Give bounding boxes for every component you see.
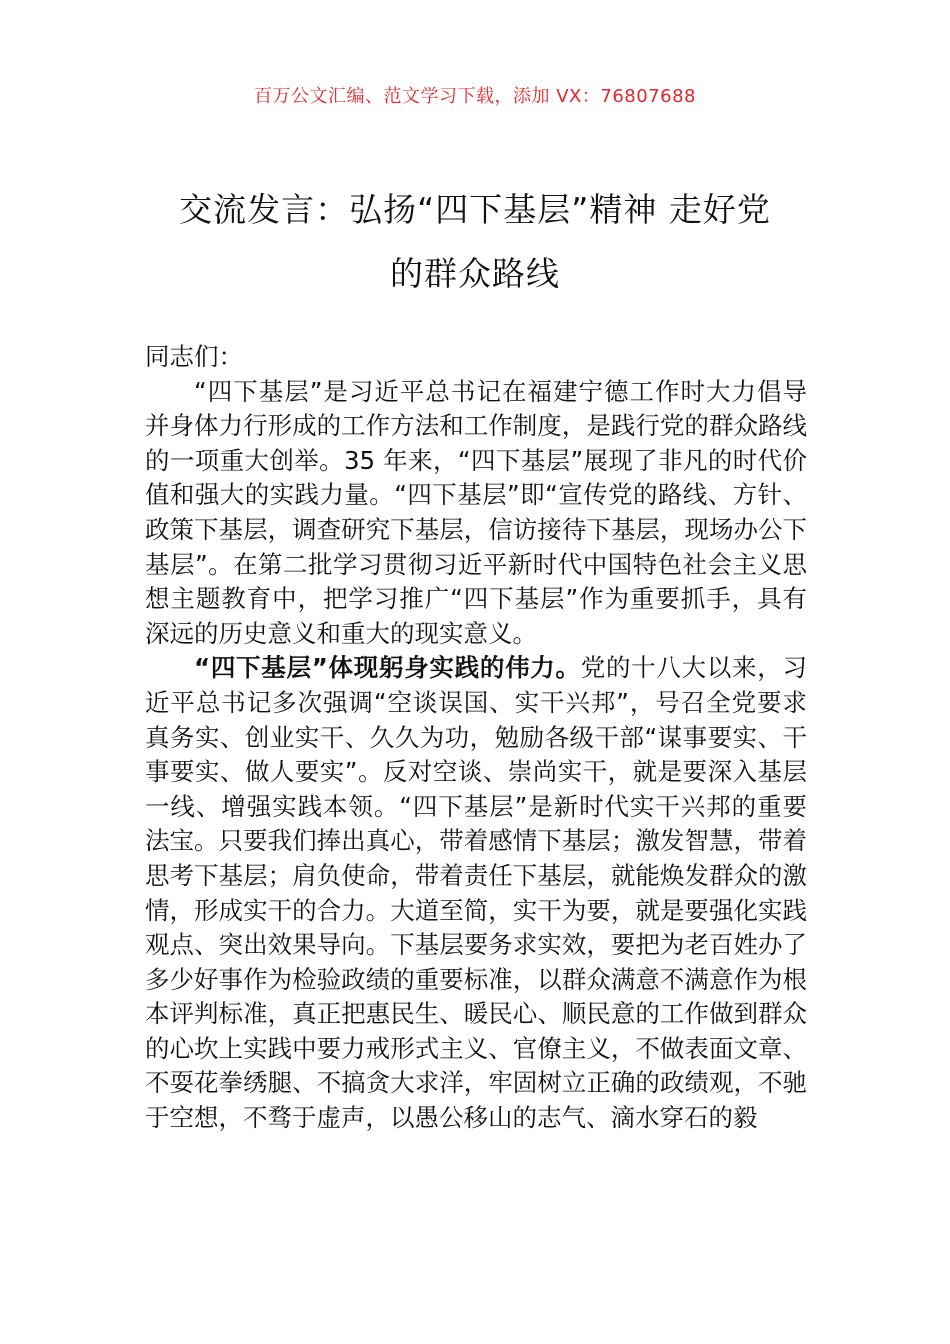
document-title (140, 178, 810, 306)
paragraph-lead-heading: “四下基层”体现躬身实践的伟力。 (194, 653, 581, 683)
salutation: 同志们： (145, 342, 243, 371)
title-line-2: 的群众路线 (390, 254, 560, 293)
paragraph-practice (145, 651, 807, 1135)
paragraph-intro: “四下基层”是习近平总书记在福建宁德工作时大力倡导并身体力行形成的工作方法和工作制度，是践行党的群众路线的一项重大创举。35 年来，“四下基层”展现了非凡的时代价值和强大的实践力量。“四下基层”即“宣传党的路线、方针、政策下基层，调查研究下基层，信访接待下基层，现场办公下基层”。在第二批学习贯彻习近平新时代中国特色社会主义思想主题教育中，把学习推广“四下基层”作为重要抓手，具有深远的历史意义和重大的现实意义。 (145, 376, 807, 648)
document-body (145, 340, 807, 1136)
title-line-1: 交流发言：弘扬“四下基层”精神 走好党 (179, 190, 771, 229)
header-banner: 百万公文汇编、范文学习下载，添加 VX：76807688 (254, 86, 696, 107)
paragraph-practice-text: 党的十八大以来，习近平总书记多次强调“空谈误国、实干兴邦”，号召全党要求真务实、创业实干、久久为功，勉励各级干部“谋事要实、干事要实、做人要实”。反对空谈、崇尚实干，就是要深入基层一线、增强实践本领。“四下基层”是新时代实干兴邦的重要法宝。只要我们捧出真心，带着感情下基层；激发智慧，带着思考下基层；肩负使命，带着责任下基层，就能焕发群众的激情，形成实干的合力。大道至简，实干为要，就是要强化实践观点、突出效果导向。下基层要务求实效，要把为老百姓办了多少好事作为检验政绩的重要标准，以群众满意不满意作为根本评判标准，真正把惠民生、暖民心、顺民意的工作做到群众的心坎上实践中要力戒形式主义、官僚主义，不做表面文章、不耍花拳绣腿、不搞贪大求洋，牢固树立正确的政绩观，不驰于空想，不骛于虚声，以愚公移山的志气、滴水穿石的毅 (145, 653, 807, 1133)
